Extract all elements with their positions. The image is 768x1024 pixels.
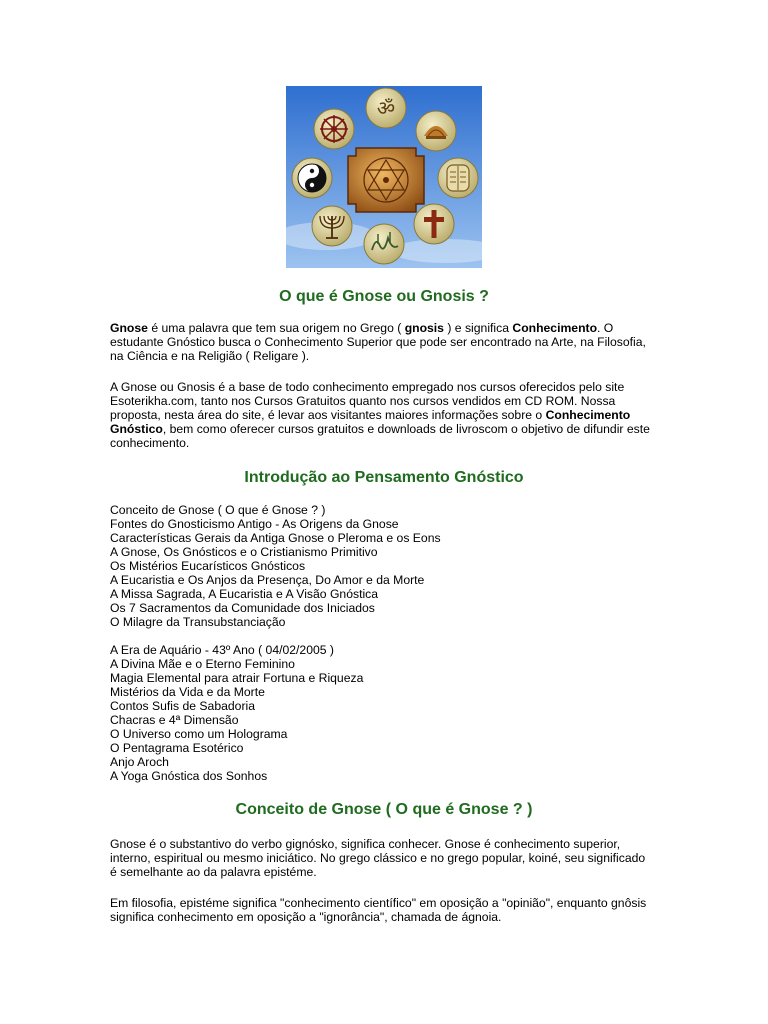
topic-link[interactable]: A Gnose, Os Gnósticos e o Cristianismo Primitivo xyxy=(110,545,378,559)
topic-link[interactable]: Os Mistérios Eucarísticos Gnósticos xyxy=(110,559,306,573)
lotus-icon xyxy=(416,111,456,151)
tablet-icon xyxy=(438,158,478,198)
conceito-paragraph-2: Em filosofia, epistéme significa "conhecimento científico" em oposição a "opinião", enquanto gnôsis significa conhecimento em oposição a "ignorância", chamada de ágnoia. xyxy=(110,896,647,924)
term-conhecimento: Conhecimento xyxy=(512,321,598,335)
heading-gnose: O que é Gnose ou Gnosis ? xyxy=(279,288,489,305)
topic-link[interactable]: O Milagre da Transubstanciação xyxy=(110,615,286,629)
topic-link[interactable]: Magia Elemental para atrair Fortuna e Riqueza xyxy=(110,671,364,685)
term-conhecimento-gnostico: Conhecimento Gnóstico xyxy=(110,408,631,436)
svg-text:ॐ: ॐ xyxy=(376,96,396,120)
term-gnosis: gnosis xyxy=(404,321,444,335)
topic-link[interactable]: Contos Sufis de Sabadoria xyxy=(110,699,255,713)
topic-list-1 xyxy=(110,503,650,629)
om-symbol-icon xyxy=(366,88,406,128)
arabic-calligraphy-icon xyxy=(364,224,404,264)
yin-yang-icon xyxy=(292,158,332,198)
topic-link[interactable]: A Yoga Gnóstica dos Sonhos xyxy=(110,769,268,783)
topic-link[interactable]: Fontes do Gnosticismo Antigo - As Origens da Gnose xyxy=(110,517,399,531)
topic-link[interactable]: A Eucaristia e Os Anjos da Presença, Do Amor e da Morte xyxy=(110,573,425,587)
intro-paragraph-1: Gnose é uma palavra que tem sua origem no Grego ( gnosis ) e significa Conhecimento. O estudante Gnóstico busca o Conhecimento Superior que pode ser encontrado na Arte, na Filosofia, na Ciência e na Religião ( Religare ). xyxy=(110,321,646,363)
menorah-icon xyxy=(312,206,352,246)
dharma-wheel-icon xyxy=(314,109,354,149)
topic-link[interactable]: Os 7 Sacramentos da Comunidade dos Iniciados xyxy=(110,601,375,615)
religious-symbols-image xyxy=(286,86,482,268)
topic-link[interactable]: O Pentagrama Esotérico xyxy=(110,741,244,755)
heading-introducao: Introdução ao Pensamento Gnóstico xyxy=(244,469,524,486)
topic-link[interactable]: Características Gerais da Antiga Gnose o Pleroma e os Eons xyxy=(110,531,441,545)
topic-link[interactable]: A Missa Sagrada, A Eucaristia e A Visão Gnóstica xyxy=(110,587,379,601)
topic-list-2 xyxy=(110,643,650,783)
heading-conceito: Conceito de Gnose ( O que é Gnose ? ) xyxy=(235,801,533,818)
topic-link[interactable]: A Divina Mãe e o Eterno Feminino xyxy=(110,657,295,671)
topic-link[interactable]: Anjo Aroch xyxy=(110,755,169,769)
topic-link[interactable]: Chacras e 4ª Dimensão xyxy=(110,713,239,727)
term-gnose: Gnose xyxy=(110,321,148,335)
topic-link[interactable]: Conceito de Gnose ( O que é Gnose ? ) xyxy=(110,503,326,517)
topic-link[interactable]: A Era de Aquário - 43º Ano ( 04/02/2005 ) xyxy=(110,643,334,657)
sri-yantra-icon xyxy=(348,148,424,212)
conceito-paragraph-1: Gnose é o substantivo do verbo gignósko, significa conhecer. Gnose é conhecimento superior, interno, espiritual ou mesmo iniciático. No grego clássico e no grego popular, koiné, seu significado é semelhante ao da palavra epistéme. xyxy=(110,837,646,879)
intro-paragraph-2: A Gnose ou Gnosis é a base de todo conhecimento empregado nos cursos oferecidos pelo site Esoterikha.com, tanto nos Cursos Gratuitos quanto nos cursos vendidos em CD ROM. Nossa proposta, nesta área do site, é levar aos visitantes maiores informações sobre o Conhecimento Gnóstico, bem como oferecer cursos gratuitos e downloads de livroscom o objetivo de difundir este conhecimento. xyxy=(110,380,650,450)
topic-link[interactable]: Mistérios da Vida e da Morte xyxy=(110,685,265,699)
topic-link[interactable]: O Universo como um Holograma xyxy=(110,727,288,741)
cross-icon xyxy=(414,204,454,244)
